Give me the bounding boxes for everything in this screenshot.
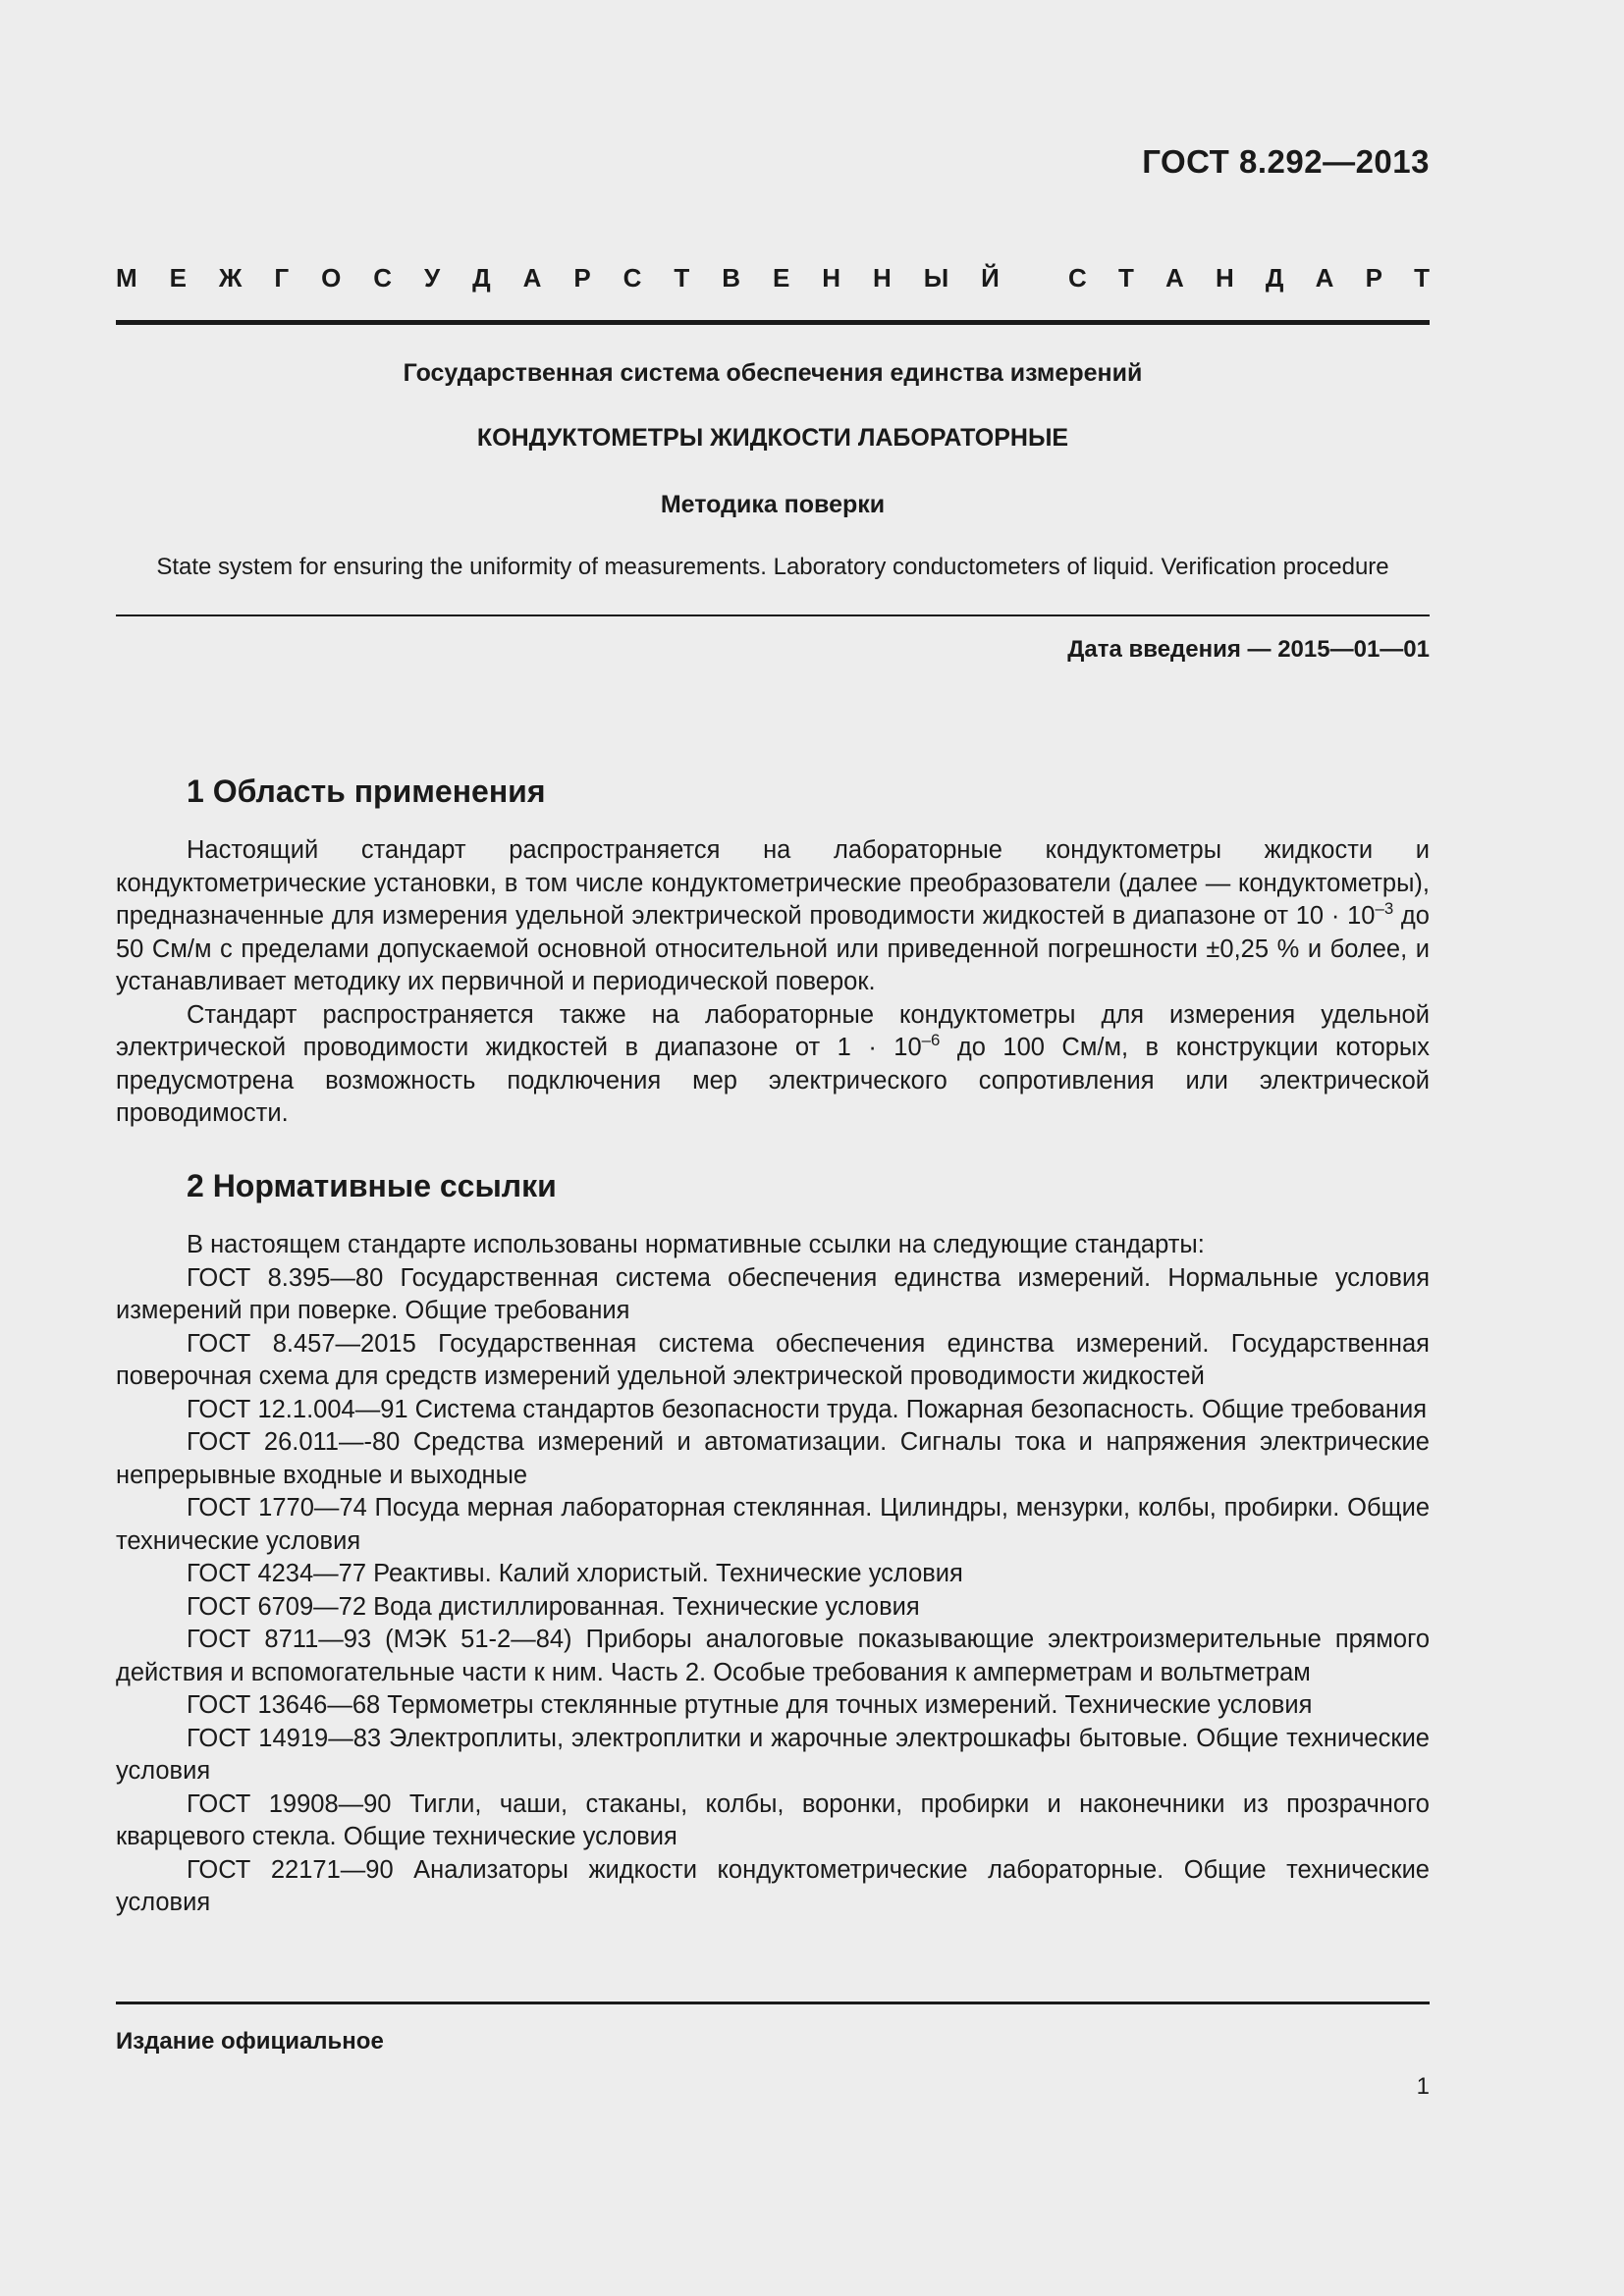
reference-item: ГОСТ 4234—77 Реактивы. Калий хлористый. Технические условия xyxy=(187,1560,963,1587)
page-number: 1 xyxy=(1416,2073,1430,2100)
section-1-paragraph: Стандарт распространяется также на лабораторные кондуктометры для измерения удельной электрической проводимости жидкостей в диапазоне от $1 \cdot 10^{-6}$ до 100 См/м, в конструкции которых предусмотрена возможность подключения мер электрического сопротивления или электрической проводимости. xyxy=(116,1000,1430,1127)
section-1-paragraph: Настоящий стандарт распространяется на лабораторные кондуктометры жидкости и кондуктометрические установки, в том числе кондуктометрические преобразователи (далее — кондуктометры), предназначенные для измерения удельной электрической проводимости жидкостей в диапазоне от $10 \cdot 10^{-3}$ до 50 См/м с пределами допускаемой основной относительной или приведенной погрешности ±0,25 % и более, и устанавливает методику их первичной и периодической поверок. xyxy=(116,836,1430,995)
section-1-heading: 1 Область применения xyxy=(187,774,546,809)
official-edition-label: Издание официальное xyxy=(116,2028,384,2055)
title-divider xyxy=(116,614,1430,616)
reference-item: ГОСТ 19908—90 Тигли, чаши, стаканы, колбы, воронки, пробирки и наконечники из прозрачного кварцевого стекла. Общие технические условия xyxy=(116,1789,1430,1850)
reference-item: ГОСТ 22171—90 Анализаторы жидкости кондуктометрические лабораторные. Общие технические условия xyxy=(116,1855,1430,1916)
section-2-body xyxy=(116,1229,1430,1920)
section-1-body xyxy=(116,834,1430,1131)
section-2-heading: 2 Нормативные ссылки xyxy=(187,1168,557,1203)
banner-word-interstate: М Е Ж Г О С У Д А Р С Т В Е Н Н Ы Й xyxy=(116,263,1000,293)
document-title: КОНДУКТОМЕТРЫ ЖИДКОСТИ ЛАБОРАТОРНЫЕ xyxy=(476,424,1069,452)
document-number: ГОСТ 8.292—2013 xyxy=(1142,143,1430,180)
reference-item: ГОСТ 26.011—-80 Средства измерений и автоматизации. Сигналы тока и напряжения электрические непрерывные входные и выходные xyxy=(116,1428,1430,1489)
reference-item: ГОСТ 6709—72 Вода дистиллированная. Технические условия xyxy=(187,1592,920,1621)
introduction-date: Дата введения — 2015—01—01 xyxy=(1067,636,1430,663)
section-2-intro: В настоящем стандарте использованы нормативные ссылки на следующие стандарты: xyxy=(187,1231,1205,1258)
interstate-standard-banner xyxy=(116,263,1430,294)
document-subtitle: Методика поверки xyxy=(660,491,886,518)
reference-item: ГОСТ 12.1.004—91 Система стандартов безопасности труда. Пожарная безопасность. Общие требования xyxy=(187,1395,1427,1423)
reference-item: ГОСТ 8.395—80 Государственная система обеспечения единства измерений. Нормальные условия измерений при поверке. Общие требования xyxy=(116,1263,1430,1324)
footer-divider xyxy=(116,2002,1430,2004)
reference-item: ГОСТ 1770—74 Посуда мерная лабораторная стеклянная. Цилиндры, мензурки, колбы, пробирки. Общие технические условия xyxy=(116,1494,1430,1555)
reference-item: ГОСТ 14919—83 Электроплиты, электроплитки и жарочные электрошкафы бытовые. Общие технические условия xyxy=(116,1724,1430,1785)
header-divider xyxy=(116,320,1430,325)
reference-item: ГОСТ 8711—93 (МЭК 51-2—84) Приборы аналоговые показывающие электроизмерительные прямого действия и вспомогательные части к ним. Часть 2. Особые требования к амперметрам и вольтметрам xyxy=(116,1626,1430,1686)
banner-word-standard: С Т А Н Д А Р Т xyxy=(1068,263,1430,293)
reference-item: ГОСТ 8.457—2015 Государственная система обеспечения единства измерений. Государственная поверочная схема для средств измерений удельной электрической проводимости жидкостей xyxy=(116,1329,1430,1390)
document-page xyxy=(116,0,1430,2296)
english-title: State system for ensuring the uniformity of measurements. Laboratory conductometers of liquid. Verification procedure xyxy=(156,554,1389,580)
reference-item: ГОСТ 13646—68 Термометры стеклянные ртутные для точных измерений. Технические условия xyxy=(187,1691,1313,1719)
system-title: Государственная система обеспечения единства измерений xyxy=(403,359,1143,387)
